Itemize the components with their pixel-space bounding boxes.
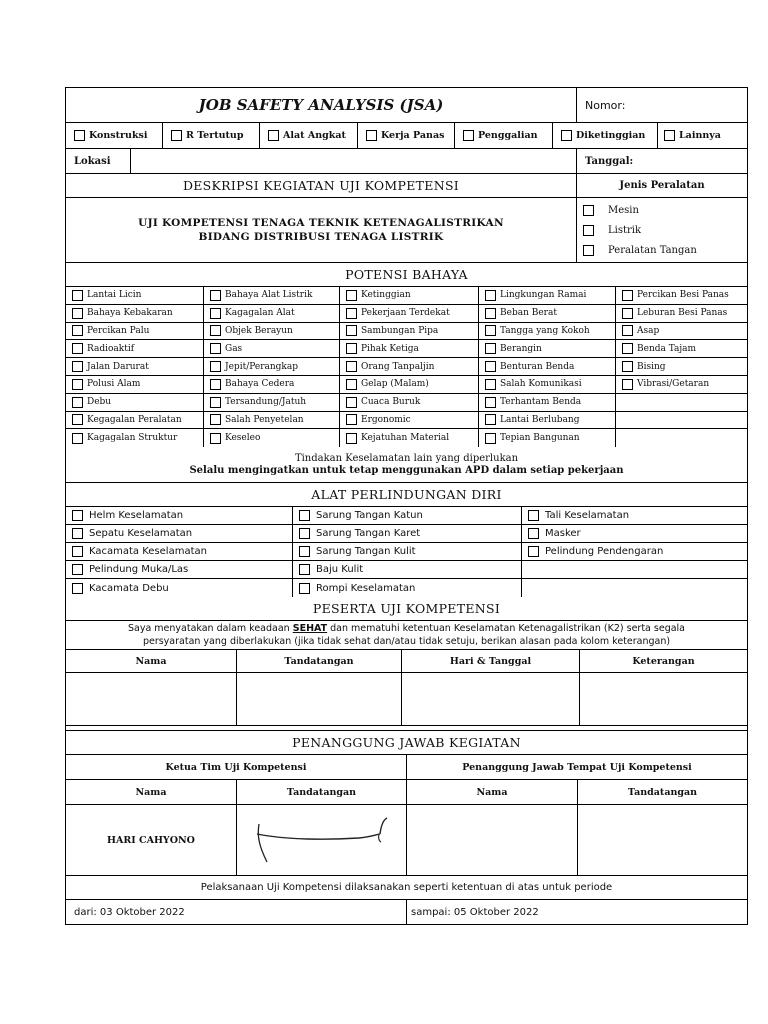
title-cell: [66, 88, 577, 122]
checkbox-icon[interactable]: [72, 414, 83, 425]
checkbox-icon[interactable]: [366, 130, 377, 141]
checkbox-icon[interactable]: [485, 361, 496, 372]
checkbox-icon[interactable]: [346, 379, 357, 390]
checkbox-icon[interactable]: [346, 361, 357, 372]
checkbox-icon[interactable]: [268, 130, 279, 141]
potensi-item[interactable]: Terhantam Benda: [479, 394, 616, 411]
checkbox-icon[interactable]: [485, 325, 496, 336]
pj-heading-row: [66, 731, 747, 755]
peserta-heading-row: [66, 597, 747, 621]
checkbox-icon[interactable]: [72, 583, 83, 594]
checkbox-icon[interactable]: [622, 379, 633, 390]
checkbox-icon[interactable]: [463, 130, 474, 141]
apd-item[interactable]: Kacamata Debu: [66, 579, 293, 597]
potensi-item[interactable]: Gas: [204, 340, 340, 357]
potensi-grid: [66, 287, 747, 447]
checkbox-icon[interactable]: [210, 343, 221, 354]
deskripsi-content: [66, 198, 576, 262]
checkbox-icon[interactable]: [299, 510, 310, 521]
apd-grid: [66, 507, 747, 597]
apd-item[interactable]: Sarung Tangan Karet: [293, 525, 522, 542]
statement-row: [66, 621, 747, 650]
periode-sampai: sampai: 05 Oktober 2022: [411, 906, 539, 918]
category-lainnya[interactable]: Lainnya: [658, 123, 747, 148]
apd-row: [66, 525, 747, 543]
checkbox-icon[interactable]: [210, 361, 221, 372]
potensi-item[interactable]: Benturan Benda: [479, 358, 616, 375]
apd-item[interactable]: Sarung Tangan Kulit: [293, 543, 522, 560]
potensi-item[interactable]: Salah Penyetelan: [204, 412, 340, 429]
category-r-tertutup[interactable]: R Tertutup: [163, 123, 260, 148]
checkbox-icon[interactable]: [72, 325, 83, 336]
apd-item[interactable]: Sarung Tangan Katun: [293, 507, 522, 524]
potensi-row: [66, 287, 747, 305]
category-konstruksi[interactable]: Konstruksi: [66, 123, 163, 148]
apd-empty-cell: [522, 561, 747, 578]
checkbox-icon[interactable]: [210, 414, 221, 425]
category-alat-angkat[interactable]: Alat Angkat: [260, 123, 358, 148]
potensi-item[interactable]: Objek Berayun: [204, 323, 340, 340]
ketua-label: Ketua Tim Uji Kompetensi: [66, 755, 407, 779]
peserta-heading: PESERTA UJI KOMPETENSI: [312, 601, 501, 617]
deskripsi-line1: UJI KOMPETENSI TENAGA TEKNIK KETENAGALISTRIKAN: [138, 217, 504, 229]
checkbox-icon[interactable]: [346, 397, 357, 408]
jenis-item-mesin[interactable]: Mesin: [583, 205, 747, 216]
periode-dari: dari: 03 Oktober 2022: [66, 900, 407, 924]
statement-sehat: SEHAT: [292, 623, 328, 635]
potensi-row: [66, 376, 747, 394]
peserta-tandatangan-field[interactable]: [237, 673, 402, 725]
apd-item[interactable]: Helm Keselamatan: [66, 507, 293, 524]
nomor-label: Nomor:: [585, 98, 626, 112]
pj-heading: PENANGGUNG JAWAB KEGIATAN: [292, 735, 521, 751]
potensi-item[interactable]: Pekerjaan Terdekat: [340, 305, 479, 322]
potensi-item[interactable]: Bahaya Kebakaran: [66, 305, 204, 322]
lokasi-label: Lokasi: [66, 149, 131, 173]
tanggal-label: Tanggal:: [585, 155, 634, 167]
potensi-item[interactable]: Radioaktif: [66, 340, 204, 357]
potensi-item[interactable]: Bising: [616, 358, 747, 375]
potensi-row: [66, 323, 747, 341]
checkbox-icon[interactable]: [664, 130, 675, 141]
apd-item[interactable]: Pelindung Muka/Las: [66, 561, 293, 578]
peserta-nama-field[interactable]: [66, 673, 237, 725]
potensi-item[interactable]: Jepit/Perangkap: [204, 358, 340, 375]
checkbox-icon[interactable]: [346, 308, 357, 319]
potensi-row: [66, 429, 747, 447]
apd-empty-cell: [522, 579, 747, 597]
potensi-item[interactable]: Lantai Berlubang: [479, 412, 616, 429]
checkbox-icon[interactable]: [72, 564, 83, 575]
category-diketinggian[interactable]: Diketinggian: [553, 123, 658, 148]
potensi-item[interactable]: Berangin: [479, 340, 616, 357]
jenis-item-peralatan-tangan[interactable]: Peralatan Tangan: [583, 245, 747, 256]
periode-row: [66, 900, 747, 924]
checkbox-icon[interactable]: [528, 546, 539, 557]
potensi-item[interactable]: Kagagalan Alat: [204, 305, 340, 322]
pj-col-nama: Nama: [66, 780, 237, 804]
signature-image: [247, 810, 397, 870]
checkbox-icon[interactable]: [622, 325, 633, 336]
pj-tandatangan-field[interactable]: [578, 805, 747, 875]
jenis-list: [577, 198, 747, 262]
potensi-item[interactable]: Asap: [616, 323, 747, 340]
checkbox-icon[interactable]: [346, 290, 357, 301]
deskripsi-row: [66, 174, 747, 263]
potensi-item[interactable]: Tangga yang Kokoh: [479, 323, 616, 340]
potensi-item[interactable]: Bahaya Alat Listrik: [204, 287, 340, 304]
checkbox-icon[interactable]: [72, 343, 83, 354]
checkbox-icon[interactable]: [299, 546, 310, 557]
peserta-col-tandatangan: Tandatangan: [237, 650, 402, 672]
checkbox-icon[interactable]: [72, 361, 83, 372]
potensi-item[interactable]: Jalan Darurat: [66, 358, 204, 375]
checkbox-icon[interactable]: [528, 510, 539, 521]
checkbox-icon[interactable]: [622, 343, 633, 354]
potensi-empty-cell: [616, 429, 747, 447]
potensi-row: [66, 412, 747, 430]
checkbox-icon[interactable]: [171, 130, 182, 141]
checkbox-icon[interactable]: [528, 528, 539, 539]
pelaksanaan-row: [66, 876, 747, 900]
potensi-row: [66, 305, 747, 323]
potensi-item[interactable]: Tepian Bangunan: [479, 429, 616, 447]
peserta-header-row: [66, 650, 747, 673]
apd-row: [66, 543, 747, 561]
checkbox-icon[interactable]: [74, 130, 85, 141]
checkbox-icon[interactable]: [485, 397, 496, 408]
lokasi-field[interactable]: [131, 149, 577, 173]
potensi-row: [66, 340, 747, 358]
apd-item[interactable]: Tali Keselamatan: [522, 507, 747, 524]
checkbox-icon[interactable]: [72, 379, 83, 390]
potensi-item[interactable]: Salah Komunikasi: [479, 376, 616, 393]
apd-item[interactable]: Pelindung Pendengaran: [522, 543, 747, 560]
potensi-item[interactable]: Percikan Palu: [66, 323, 204, 340]
potensi-item[interactable]: Debu: [66, 394, 204, 411]
checkbox-icon[interactable]: [346, 343, 357, 354]
peserta-entry-row: [66, 673, 747, 726]
tindakan-line1: Tindakan Keselamatan lain yang diperlukan: [294, 452, 519, 464]
checkbox-icon[interactable]: [72, 510, 83, 521]
checkbox-icon[interactable]: [485, 343, 496, 354]
checkbox-icon[interactable]: [72, 397, 83, 408]
checkbox-icon[interactable]: [346, 414, 357, 425]
apd-heading: ALAT PERLINDUNGAN DIRI: [311, 487, 502, 503]
deskripsi-heading: DESKRIPSI KEGIATAN UJI KOMPETENSI: [66, 174, 576, 198]
title-row: [66, 88, 747, 123]
apd-row: [66, 507, 747, 525]
apd-item[interactable]: Sepatu Keselamatan: [66, 525, 293, 542]
checkbox-icon[interactable]: [485, 433, 496, 444]
potensi-row: [66, 358, 747, 376]
potensi-item[interactable]: Percikan Besi Panas: [616, 287, 747, 304]
checkbox-icon[interactable]: [299, 528, 310, 539]
ketua-signature: [237, 805, 407, 875]
checkbox-icon[interactable]: [210, 290, 221, 301]
checkbox-icon[interactable]: [72, 546, 83, 557]
checkbox-icon[interactable]: [210, 433, 221, 444]
tindakan-line2: Selalu mengingatkan untuk tetap menggunakan APD dalam setiap pekerjaan: [189, 464, 624, 476]
potensi-item[interactable]: Benda Tajam: [616, 340, 747, 357]
potensi-item[interactable]: Ergonomic: [340, 412, 479, 429]
potensi-item[interactable]: Tersandung/Jatuh: [204, 394, 340, 411]
checkbox-icon[interactable]: [485, 414, 496, 425]
apd-heading-row: [66, 483, 747, 507]
potensi-item[interactable]: Beban Berat: [479, 305, 616, 322]
checkbox-icon[interactable]: [622, 361, 633, 372]
deskripsi-block: [66, 174, 577, 262]
potensi-item[interactable]: Cuaca Buruk: [340, 394, 479, 411]
pj-col-tandatangan: Tandatangan: [237, 780, 407, 804]
potensi-item[interactable]: Kejatuhan Material: [340, 429, 479, 447]
apd-item[interactable]: Kacamata Keselamatan: [66, 543, 293, 560]
checkbox-icon[interactable]: [210, 397, 221, 408]
potensi-heading: POTENSI BAHAYA: [345, 267, 468, 282]
checkbox-icon[interactable]: [72, 290, 83, 301]
potensi-empty-cell: [616, 412, 747, 429]
tindakan-row: [66, 447, 747, 483]
form-title: JOB SAFETY ANALYSIS (JSA): [198, 96, 444, 114]
apd-item[interactable]: Baju Kulit: [293, 561, 522, 578]
pj-role-row: [66, 755, 747, 780]
apd-item[interactable]: Rompi Keselamatan: [293, 579, 522, 597]
apd-row: [66, 579, 747, 597]
potensi-heading-row: [66, 263, 747, 287]
checkbox-icon[interactable]: [210, 325, 221, 336]
peserta-col-nama: Nama: [66, 650, 237, 672]
checkbox-icon[interactable]: [485, 308, 496, 319]
potensi-item[interactable]: Lingkungan Ramai: [479, 287, 616, 304]
apd-row: [66, 561, 747, 579]
checkbox-icon[interactable]: [583, 245, 594, 256]
pj-tempat-label: Penanggung Jawab Tempat Uji Kompetensi: [462, 761, 692, 773]
checkbox-icon[interactable]: [561, 130, 572, 141]
checkbox-icon[interactable]: [72, 308, 83, 319]
checkbox-icon[interactable]: [346, 325, 357, 336]
potensi-item[interactable]: Kegagalan Peralatan: [66, 412, 204, 429]
potensi-item[interactable]: Pihak Ketiga: [340, 340, 479, 357]
checkbox-icon[interactable]: [583, 205, 594, 216]
checkbox-icon[interactable]: [72, 528, 83, 539]
potensi-empty-cell: [616, 394, 747, 411]
pelaksanaan-text: Pelaksanaan Uji Kompetensi dilaksanakan seperti ketentuan di atas untuk periode: [200, 882, 613, 894]
statement-line2: persyaratan yang diberlakukan (jika tidak sehat dan/atau tidak setuju, berikan alasan pada kolom keterangan): [142, 636, 671, 648]
checkbox-icon[interactable]: [210, 379, 221, 390]
jsa-form: [65, 87, 748, 925]
category-row: [66, 123, 747, 149]
potensi-item[interactable]: Lantai Licin: [66, 287, 204, 304]
checkbox-icon[interactable]: [210, 308, 221, 319]
peserta-col-hari-tanggal: Hari & Tanggal: [402, 650, 580, 672]
jenis-heading: Jenis Peralatan: [577, 174, 747, 198]
pj-entry-row: [66, 805, 747, 876]
pj-col-nama-2: Nama: [407, 780, 578, 804]
ketua-name: HARI CAHYONO: [66, 805, 237, 875]
checkbox-icon[interactable]: [485, 290, 496, 301]
statement-line1: Saya menyatakan dalam keadaan SEHAT dan mematuhi ketentuan Keselamatan Ketenagalistrikan (K2) serta segala: [127, 623, 686, 635]
checkbox-icon[interactable]: [299, 564, 310, 575]
jenis-item-listrik[interactable]: Listrik: [583, 225, 747, 236]
potensi-item[interactable]: Vibrasi/Getaran: [616, 376, 747, 393]
nomor-cell: [577, 88, 747, 122]
peserta-keterangan-field[interactable]: [580, 673, 747, 725]
potensi-item[interactable]: Leburan Besi Panas: [616, 305, 747, 322]
apd-item[interactable]: Masker: [522, 525, 747, 542]
pj-nama-field[interactable]: [407, 805, 578, 875]
category-penggalian[interactable]: Penggalian: [455, 123, 553, 148]
checkbox-icon[interactable]: [583, 225, 594, 236]
peserta-col-keterangan: Keterangan: [632, 655, 695, 667]
jenis-block: [577, 174, 747, 262]
lokasi-row: [66, 149, 747, 174]
pj-col-tandatangan-2: Tandatangan: [627, 786, 698, 798]
checkbox-icon[interactable]: [622, 290, 633, 301]
potensi-item[interactable]: Polusi Alam: [66, 376, 204, 393]
potensi-item[interactable]: Keseleo: [204, 429, 340, 447]
potensi-item[interactable]: Bahaya Cedera: [204, 376, 340, 393]
pj-header-row: [66, 780, 747, 805]
checkbox-icon[interactable]: [299, 583, 310, 594]
potensi-item[interactable]: Orang Tanpaljin: [340, 358, 479, 375]
potensi-row: [66, 394, 747, 412]
potensi-item[interactable]: Kagagalan Struktur: [66, 429, 204, 447]
potensi-item[interactable]: Ketinggian: [340, 287, 479, 304]
checkbox-icon[interactable]: [622, 308, 633, 319]
checkbox-icon[interactable]: [485, 379, 496, 390]
checkbox-icon[interactable]: [72, 433, 83, 444]
peserta-hari-tanggal-field[interactable]: [402, 673, 580, 725]
potensi-item[interactable]: Gelap (Malam): [340, 376, 479, 393]
category-kerja-panas[interactable]: Kerja Panas: [358, 123, 455, 148]
potensi-item[interactable]: Sambungan Pipa: [340, 323, 479, 340]
checkbox-icon[interactable]: [346, 433, 357, 444]
deskripsi-line2: BIDANG DISTRIBUSI TENAGA LISTRIK: [198, 231, 444, 243]
